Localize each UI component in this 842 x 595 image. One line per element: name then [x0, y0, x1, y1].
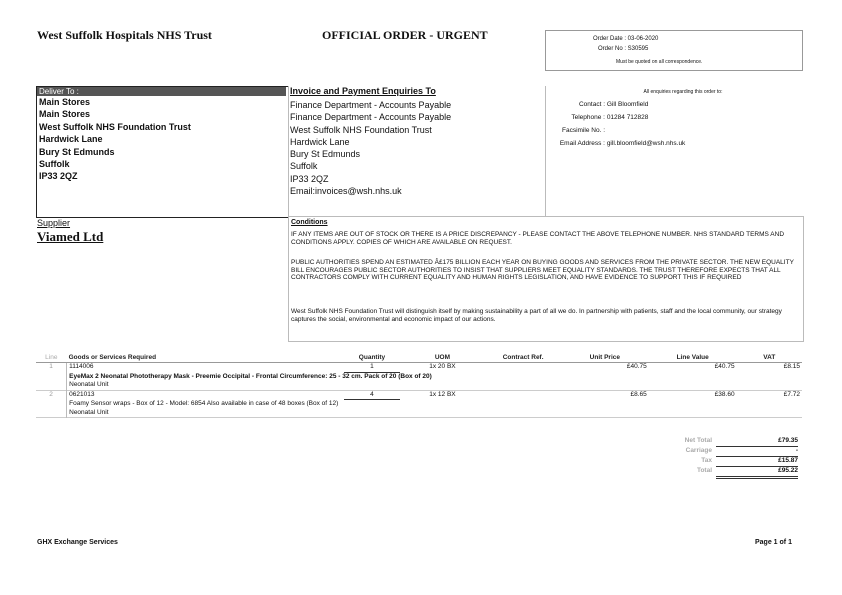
invoice-line: Hardwick Lane: [290, 136, 350, 147]
conditions-paragraph: IF ANY ITEMS ARE OUT OF STOCK OR THERE IS A PRICE DISCREPANCY - PLEASE CONTACT THE ABOVE TELEPHONE NUMBER. NHS STANDARD TERMS AND CONDITIONS APPLY. COPIES OF WHICH ARE AVAILABLE ON REQUEST.: [291, 231, 785, 246]
line-spacer: [36, 372, 67, 381]
deliver-to-heading: Deliver To :: [37, 87, 286, 96]
order-no-row: [546, 44, 648, 54]
invoice-address: [290, 99, 451, 197]
totals-block: [676, 436, 798, 476]
item-line-value: £38.60: [714, 390, 735, 398]
line-spacer: [36, 400, 67, 409]
invoice-line: Suffolk: [290, 161, 318, 172]
supplier-label: Supplier: [37, 218, 71, 228]
line-spacer: [36, 409, 67, 418]
line-number: 1: [36, 363, 67, 373]
item-department: Neonatal Unit: [69, 381, 109, 388]
invoice-line: Finance Department - Accounts Payable: [290, 100, 452, 110]
items-header-row: [36, 352, 802, 363]
item-contract: [485, 363, 561, 373]
invoice-heading: Invoice and Payment Enquiries To: [290, 86, 436, 96]
invoice-line: West Suffolk NHS Foundation Trust: [290, 124, 432, 135]
conditions-heading: Conditions: [291, 219, 328, 226]
col-unit-price: Unit Price: [561, 352, 649, 363]
order-date-value: 03-06-2020: [627, 36, 659, 42]
col-quantity: Quantity: [344, 352, 399, 363]
deliver-line: Main Stores: [39, 97, 91, 107]
col-line: Line: [36, 352, 67, 363]
item-vat: £8.15: [783, 363, 800, 370]
supplier-name: Viamed Ltd: [37, 229, 104, 244]
conditions-paragraph: PUBLIC AUTHORITIES SPEND AN ESTIMATED Â£175 BILLION EACH YEAR ON BUYING GOODS AND SERVICES FROM THE PRIVATE SECTOR. THE NEW EQUALITY BILL ENCOURAGES PUBLIC SECTOR AUTHORITIES TO INSIST THAT SUPPLIERS MEET EQUALITY STANDARDS. THE TRUST THEREFORE EXPECTS THAT ALL CONTRACTORS COMPLY WITH CURRENT EQUALITY AND HUMAN RIGHTS LEGISLATION, AND HAVE EVIDENCE TO SUPPORT THIS IF REQUIRED: [291, 259, 794, 282]
carriage-row: [676, 446, 798, 456]
deliver-line: Suffolk: [39, 159, 70, 170]
footer-left: GHX Exchange Services: [37, 539, 118, 546]
order-date-label: Order Date :: [592, 36, 626, 42]
telephone-row: [545, 111, 801, 124]
order-no-label: Order No :: [597, 46, 626, 52]
email-label: Email Address :: [559, 140, 605, 147]
carriage-label: Carriage: [685, 447, 712, 454]
trust-name: West Suffolk Hospitals NHS Trust: [37, 28, 212, 42]
carriage-value: -: [716, 446, 798, 457]
telephone-value: 01284 712828: [606, 114, 649, 121]
col-uom: UOM: [400, 352, 486, 363]
table-row: [36, 381, 802, 390]
page-number: Page 1 of 1: [755, 539, 792, 546]
total-row: [676, 466, 798, 476]
tax-value: £15.87: [716, 456, 798, 467]
fax-label: Facsimile No. :: [562, 127, 605, 134]
total-label: Total: [696, 467, 712, 474]
item-contract: [485, 390, 561, 400]
deliver-line: IP33 2QZ: [39, 171, 78, 182]
item-uom: 1x 12 BX: [429, 390, 456, 398]
deliver-line: Bury St Edmunds: [39, 146, 115, 157]
deliver-line: Hardwick Lane: [39, 134, 103, 145]
line-number: 2: [36, 390, 67, 400]
order-no-value: S30595: [627, 46, 649, 52]
net-total-label: Net Total: [684, 437, 712, 444]
item-department: Neonatal Unit: [69, 408, 109, 416]
net-total-row: [676, 436, 798, 446]
contact-value: Gill Bloomfield: [606, 101, 649, 108]
table-row: [36, 409, 802, 418]
col-goods: Goods or Services Required: [67, 352, 345, 363]
item-unit-price: £40.75: [626, 363, 647, 370]
item-description: Foamy Sensor wraps - Box of 12 - Model: 6854 Also available in case of 48 boxes (Box of 12): [69, 400, 339, 407]
net-total-value: £79.35: [716, 436, 798, 447]
col-line-value: Line Value: [649, 352, 737, 363]
order-note: Must be quoted on all correspondence.: [616, 59, 703, 65]
invoice-email[interactable]: Email:invoices@wsh.nhs.uk: [290, 186, 402, 197]
table-row: [36, 400, 802, 409]
item-vat: £7.72: [783, 390, 800, 398]
item-line-value: £40.75: [714, 363, 735, 370]
total-value: £95.22: [716, 466, 798, 479]
table-row: [36, 363, 802, 373]
tax-row: [676, 456, 798, 466]
tax-label: Tax: [701, 457, 712, 464]
telephone-label: Telephone :: [571, 114, 605, 121]
contact-row: [545, 98, 801, 111]
divider: [288, 86, 289, 216]
item-description: EyeMax 2 Neonatal Phototherapy Mask - Preemie Occipital - Frontal Circumference: 25 - 32 cm. Pack of 20 (Box of 20): [69, 372, 432, 380]
invoice-line: Bury St Edmunds: [290, 149, 361, 160]
invoice-line: IP33 2QZ: [290, 173, 329, 184]
table-row: [36, 372, 802, 381]
deliver-line: West Suffolk NHS Foundation Trust: [39, 121, 191, 132]
order-info-box: [545, 30, 803, 71]
contact-label: Contact :: [578, 101, 605, 108]
item-quantity: 4: [344, 390, 399, 400]
order-date-row: [546, 34, 658, 44]
contact-area: [545, 86, 801, 150]
deliver-address: [39, 96, 191, 183]
table-row: [36, 390, 802, 400]
item-uom: 1x 20 BX: [429, 363, 456, 370]
item-quantity: 1: [344, 363, 399, 373]
items-table: [36, 352, 802, 418]
email-row: [545, 137, 801, 150]
invoice-line: Finance Department - Accounts Payable: [290, 112, 452, 123]
email-value[interactable]: gill.bloomfield@wsh.nhs.uk: [606, 140, 686, 147]
fax-row: [545, 124, 801, 137]
line-spacer: [36, 381, 67, 390]
item-code: 1114006: [69, 363, 94, 370]
item-unit-price: £8.65: [630, 390, 647, 398]
col-contract: Contract Ref.: [485, 352, 561, 363]
col-vat: VAT: [737, 352, 802, 363]
contact-note: All enquiries regarding this order to:: [643, 89, 723, 95]
document-title: OFFICIAL ORDER - URGENT: [322, 28, 488, 42]
conditions-paragraph: West Suffolk NHS Foundation Trust will distinguish itself by making sustainability a part of all we do. In partnership with patients, staff and the local community, our strategy captures the social, environmental and economic impact of our actions.: [291, 308, 782, 323]
deliver-line: Main Stores: [39, 109, 91, 120]
item-code: 0621013: [69, 390, 95, 398]
